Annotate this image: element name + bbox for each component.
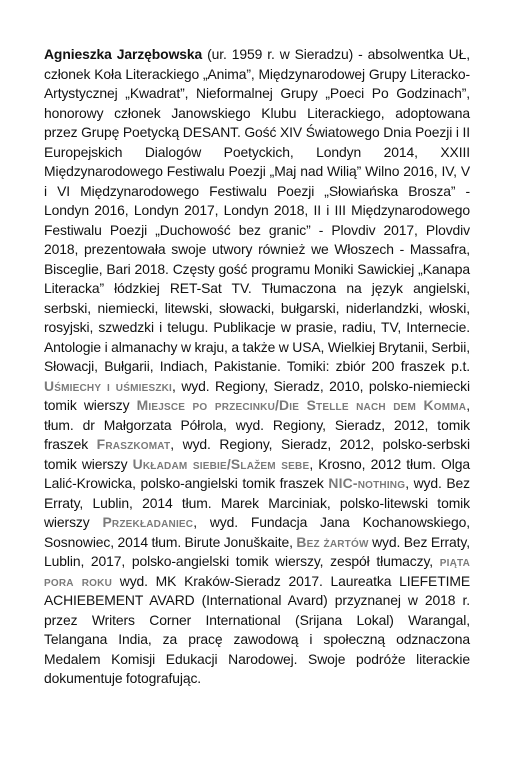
author-name: Agnieszka Jarzębowska <box>44 46 203 62</box>
bio-segment: , tłum. dr Małgorzata Półrola, wyd. Regiony, Sieradz, 2012, tomik fraszek <box>44 397 470 452</box>
bio-segment: , wyd. Regiony, Sieradz, 2010, polsko-niemiecki tomik wierszy <box>44 377 470 413</box>
book-title: Bez żartów <box>296 533 369 550</box>
book-title: Układam siebie/Slažem sebe <box>132 455 310 472</box>
bio-segment: (ur. 1959 r. w Sieradzu) - absolwentka UŁ, członek Koła Literackiego „Anima”, Międzynarodowej Grupy Literacko-Artystycznej „Kwadrat”, Nieformalnej Grupy „Poeci Po Godzinach”, honorowy członek Janowskiego Klubu Literackiego, adoptowana przez Grupę Poetycką DESANT. Gość XIV Światowego Dnia Poezji i II Europejskich Dialogów Poetyckich, Londyn 2014, XXIII Międzynarodowego Festiwalu Poezji „Maj nad Wilią” Wilno 2016, IV, V i VI Międzynarodowego Festiwalu Poezji „Słowiańska Brosza” - Londyn 2016, Londyn 2017, Londyn 2018, II i III Międzynarodowego Festiwalu Poezji „Duchowość bez granic” - Plovdiv 2017, Plovdiv 2018, prezentowała swoje utwory również we Włoszech - Massafra, Bisceglie, Bari 2018. Częsty gość programu Moniki Sawickiej „Kanapa Literacka” łódzkiej RET-Sat TV. Tłumaczona na język angielski, serbski, niemiecki, litewski, słowacki, bułgarski, niderlandzki, włoski, rosyjski, szwedzki i telugu. Publikacje w prasie, radiu, TV, Internecie. Antologie i almanachy w kraju, a także w USA, Wielkiej Brytanii, Serbii, Słowacji, Bułgarii, Indiach, Pakistanie. Tomiki: zbiór 200 fraszek p.t. <box>44 46 470 374</box>
bio-segment: , wyd. Fundacja Jana Kochanowskiego, Sosnowiec, 2014 tłum. Birute Jonuškaite, <box>44 514 470 550</box>
book-title: piąta pora roku <box>44 553 470 589</box>
book-title: Fraszkomat <box>96 436 171 452</box>
biography-paragraph <box>44 45 470 689</box>
bio-segment: , wyd. Regiony, Sieradz, 2012, polsko-serbski tomik wierszy <box>44 436 470 472</box>
bio-segment: wyd. Bez Erraty, Lublin, 2017, polsko-angielski tomik wierszy, zespół tłumaczy, <box>44 533 470 569</box>
bio-segment: , Krosno, 2012 tłum. Olga Lalić-Krowicka, polsko-angielski tomik fraszek <box>44 455 470 491</box>
book-title: Uśmiechy i uśmieszki <box>44 377 173 394</box>
book-title: NIC-nothing <box>328 475 406 491</box>
bio-segment: wyd. MK Kraków-Sieradz 2017. Laureatka LIEFETIME ACHIEBEMENT AVARD (International Avard) przyznanej w 2018 r. przez Writers Corner International (Srijana Lokal) Warangal, Telangana India, za pracę zawodową i społeczną odznaczona Medalem Komisji Edukacji Narodowej. Swoje podróże literackie dokumentuje fotografując. <box>44 572 470 686</box>
bio-segment: , wyd. Bez Erraty, Lublin, 2014 tłum. Marek Marciniak, polsko-litewski tomik wierszy <box>44 475 470 530</box>
book-title: Przekładaniec <box>102 514 194 530</box>
book-title: Miejsce po przecinku/Die Stelle nach dem Komma <box>136 397 467 413</box>
